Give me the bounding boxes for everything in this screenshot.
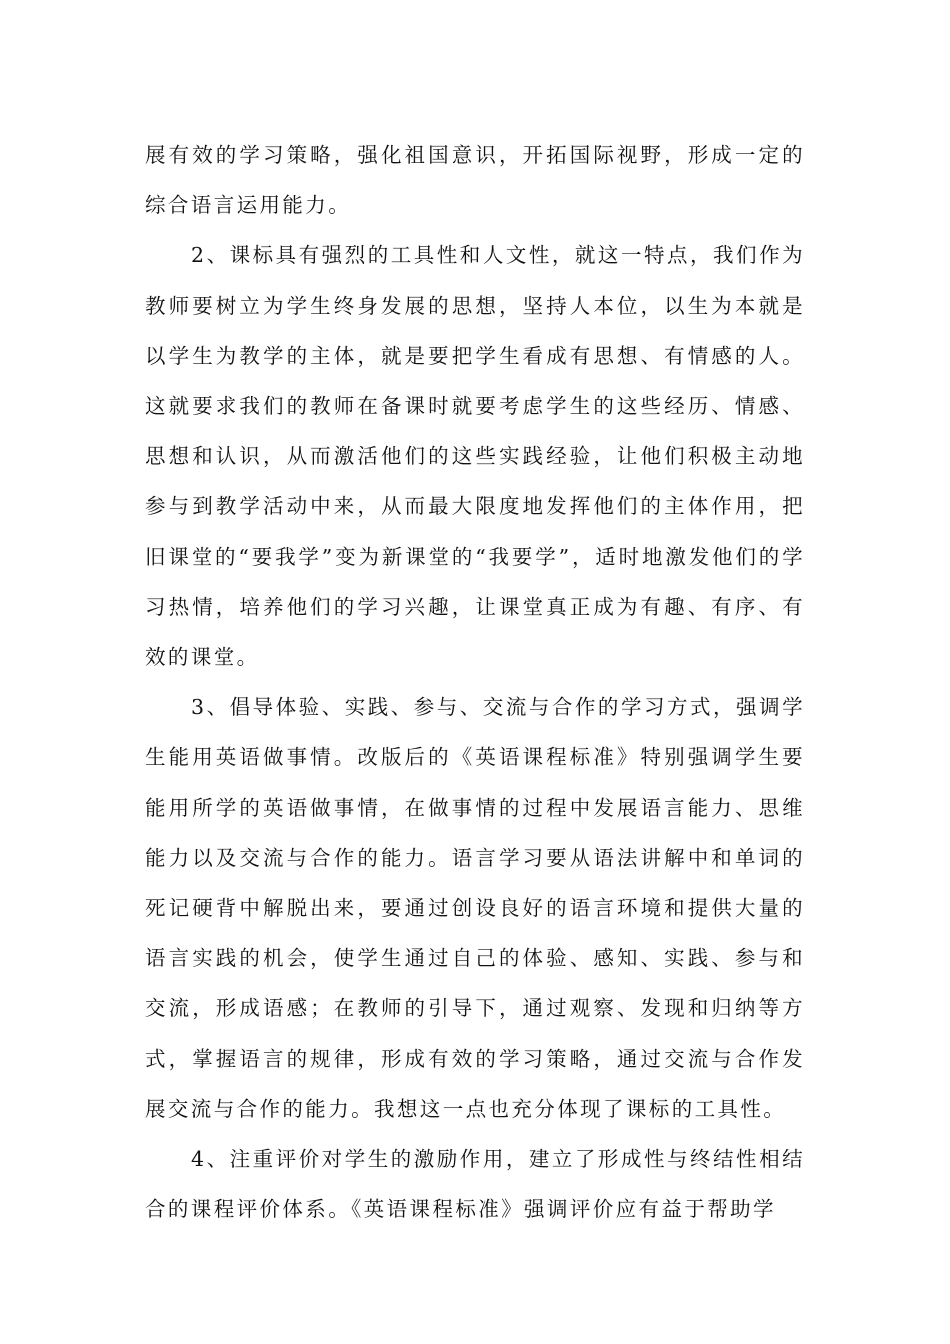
paragraph-point-3: 3、倡导体验、实践、参与、交流与合作的学习方式，强调学生能用英语做事情。改版后的《英语课程标准》特别强调学生要能用所学的英语做事情，在做事情的过程中发展语言能力、思维能力以及交流与合作的能力。语言学习要从语法讲解中和单词的死记硬背中解脱出来，要通过创设良好的语言环境和提供大量的语言实践的机会，使学生通过自己的体验、感知、实践、参与和交流，形成语感；在教师的引导下，通过观察、发现和归纳等方式，掌握语言的规律，形成有效的学习策略，通过交流与合作发展交流与合作的能力。我想这一点也充分体现了课标的工具性。 (145, 695, 805, 1121)
paragraph-point-2: 2、课标具有强烈的工具性和人文性，就这一特点，我们作为教师要树立为学生终身发展的思想，坚持人本位，以生为本就是以学生为教学的主体，就是要把学生看成有思想、有情感的人。这就要求我们的教师在备课时就要考虑学生的这些经历、情感、思想和认识，从而激活他们的这些实践经验，让他们积极主动地参与到教学活动中来，从而最大限度地发挥他们的主体作用，把旧课堂的“要我学”变为新课堂的“我要学”，适时地激发他们的学习热情，培养他们的学习兴趣，让课堂真正成为有趣、有序、有效的课堂。 (145, 243, 805, 670)
paragraph-point-4: 4、注重评价对学生的激励作用，建立了形成性与终结性相结合的课程评价体系。《英语课程标准》强调评价应有益于帮助学 (145, 1147, 805, 1222)
paragraph-continuation: 展有效的学习策略，强化祖国意识，开拓国际视野，形成一定的综合语言运用能力。 (145, 143, 805, 218)
document-body (145, 130, 805, 1234)
